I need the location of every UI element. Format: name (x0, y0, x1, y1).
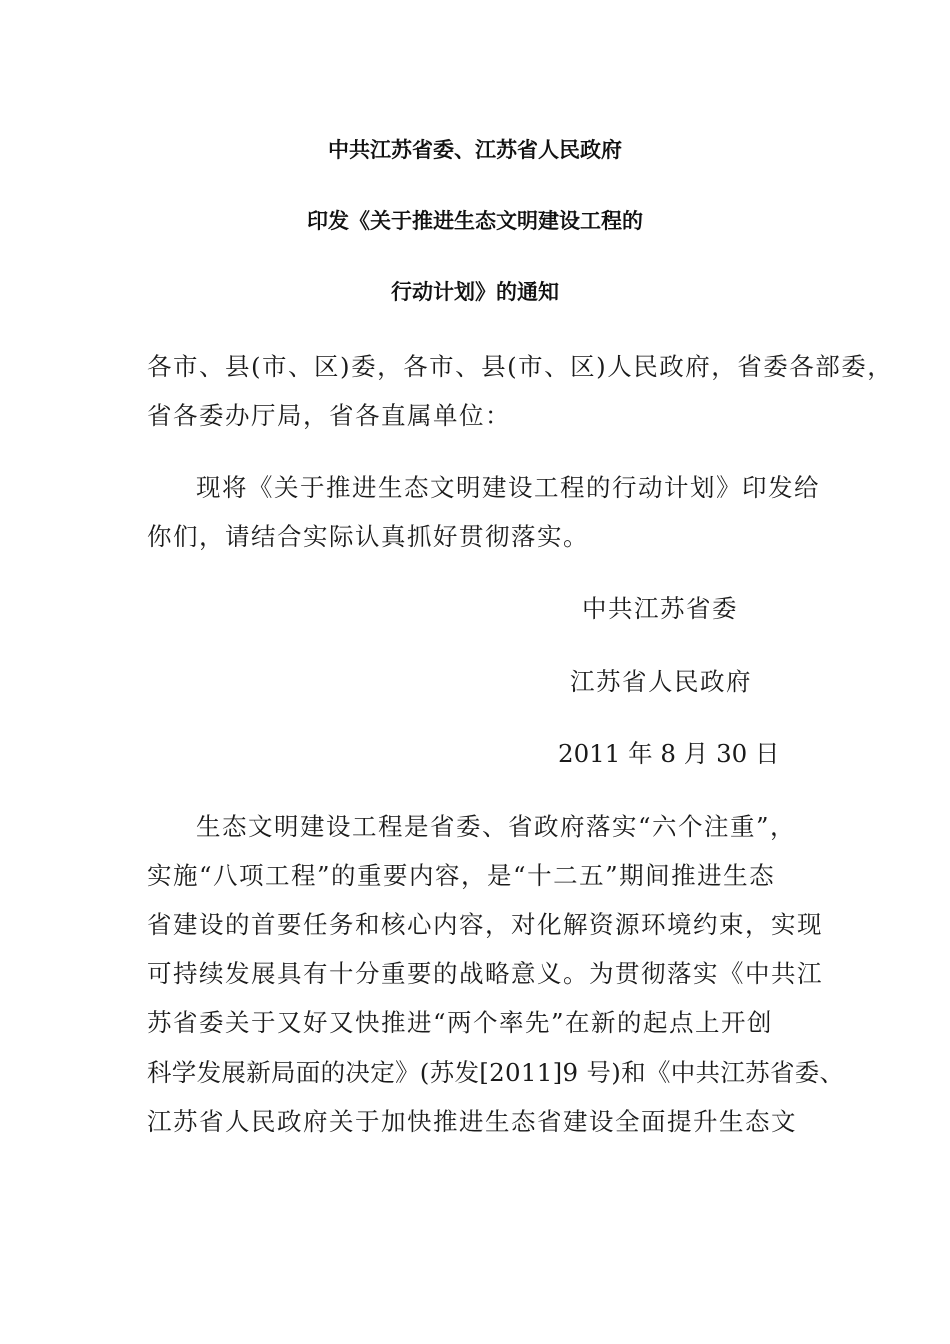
title-line-1: 中共江苏省委、江苏省人民政府 (328, 137, 622, 162)
signature-date: 2011 年 8 月 30 日 (558, 739, 780, 768)
body-line: 省建设的首要任务和核心内容，对化解资源环境约束，实现 (147, 910, 823, 939)
recipients-line-2: 省各委办厅局，省各直属单位： (147, 401, 511, 430)
body-line: 生态文明建设工程是省委、省政府落实“六个注重”， (196, 812, 797, 841)
body-line: 科学发展新局面的决定》(苏发[2011]9 号)和《中共江苏省委、 (147, 1058, 845, 1087)
title-line-2: 印发《关于推进生态文明建设工程的 (307, 208, 643, 233)
body-line: 实施“八项工程”的重要内容，是“十二五”期间推进生态 (147, 861, 776, 890)
title-line-3: 行动计划》的通知 (391, 279, 559, 304)
notice-line-2: 你们，请结合实际认真抓好贯彻落实。 (147, 522, 589, 551)
recipients-line-1: 各市、县(市、区)委，各市、县(市、区)人民政府，省委各部委， (147, 352, 894, 381)
signature-issuer-2: 江苏省人民政府 (570, 667, 752, 696)
body-line: 苏省委关于又好又快推进“两个率先”在新的起点上开创 (147, 1008, 774, 1037)
body-line: 可持续发展具有十分重要的战略意义。为贯彻落实《中共江 (147, 959, 823, 988)
notice-line-1: 现将《关于推进生态文明建设工程的行动计划》印发给 (196, 473, 820, 502)
body-line: 江苏省人民政府关于加快推进生态省建设全面提升生态文 (147, 1107, 797, 1136)
signature-issuer-1: 中共江苏省委 (582, 594, 738, 623)
